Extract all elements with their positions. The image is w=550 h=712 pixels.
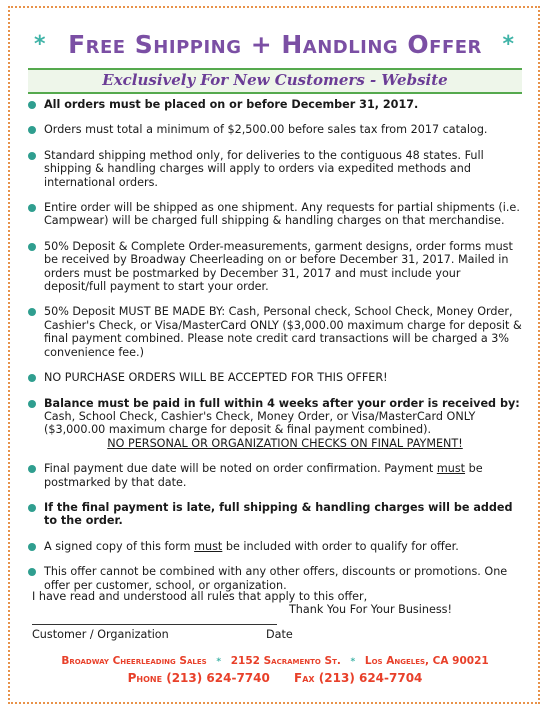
fax-number: Fax (213) 624-7704 — [294, 671, 423, 685]
separator-star-icon: * — [216, 657, 222, 667]
rules-list — [28, 98, 526, 604]
bullet-icon — [28, 204, 36, 212]
rule-item — [28, 201, 526, 228]
subtitle-band — [28, 68, 522, 94]
bullet-icon — [28, 400, 36, 408]
footer-address — [0, 655, 550, 667]
bullet-icon — [28, 152, 36, 160]
star-left-icon: * — [34, 32, 46, 57]
rule-text-underline: NO PERSONAL OR ORGANIZATION CHECKS ON FINAL PAYMENT! — [107, 436, 463, 450]
company-name: Broadway Cheerleading Sales — [61, 655, 207, 667]
rule-item — [28, 98, 526, 111]
rule-item — [28, 540, 526, 553]
phone-number: Phone (213) 624-7740 — [127, 671, 270, 685]
bullet-icon — [28, 465, 36, 473]
rule-text: 50% Deposit MUST BE MADE BY: Cash, Personal check, School Check, Money Order, Cashier's Check, or Visa/MasterCard ONLY ($3,000.00 maximum charge for deposit & final payment combined. Please note credit card transactions will be charged a 3% convenience fee.) — [44, 305, 522, 359]
rule-text: Orders must total a minimum of $2,500.00 before sales tax from 2017 catalog. — [44, 123, 488, 137]
rule-text: be included with order to qualify for offer. — [222, 539, 459, 553]
title-row — [10, 30, 540, 64]
bullet-icon — [28, 543, 36, 551]
street-address: 2152 Sacramento St. — [230, 655, 341, 667]
bullet-icon — [28, 243, 36, 251]
signature-block — [32, 622, 522, 640]
page-title: Free Shipping + Handling Offer — [68, 30, 482, 59]
rule-text: Final payment due date will be noted on order confirmation. Payment — [44, 462, 437, 476]
customer-label: Customer / Organization — [32, 628, 169, 641]
rule-text: be postmarked by that date. — [44, 462, 483, 489]
rule-item — [28, 240, 526, 294]
rule-text: Cash, School Check, Cashier's Check, Money Order, or Visa/MasterCard ONLY ($3,000.00 maximum charge for deposit & final payment combined). — [44, 409, 476, 437]
city-address: Los Angeles, CA 90021 — [364, 655, 489, 667]
bullet-icon — [28, 101, 36, 109]
rule-text-underline: must — [436, 462, 466, 476]
rule-text: This offer cannot be combined with any other offers, discounts or promotions. One offer per customer, school, or organization. — [44, 565, 508, 592]
bullet-icon — [28, 374, 36, 382]
bullet-icon — [28, 308, 36, 316]
separator-star-icon: * — [350, 657, 356, 667]
rule-text: If the final payment is late, full shipping & handling charges will be added to the order. — [44, 500, 513, 528]
bullet-icon — [28, 126, 36, 134]
rule-item — [28, 397, 526, 451]
rule-item — [28, 123, 526, 136]
bullet-icon — [28, 504, 36, 512]
rule-item — [28, 305, 526, 359]
rule-text: A signed copy of this form — [44, 539, 195, 553]
page-subtitle: Exclusively For New Customers - Website — [102, 71, 448, 89]
rule-text: Standard shipping method only, for deliveries to the contiguous 48 states. Full shipping & handling charges will apply to orders via expedited methods and international orders. — [44, 148, 484, 189]
rule-text-underline: must — [194, 539, 223, 553]
acknowledgement — [32, 590, 522, 617]
rule-text-bold: Balance must be paid in full within 4 weeks after your order is received by: — [44, 396, 520, 410]
star-right-icon: * — [502, 32, 514, 57]
rule-item — [28, 565, 526, 592]
bullet-icon — [28, 568, 36, 576]
rule-text: Entire order will be shipped as one shipment. Any requests for partial shipments (i.e. Campwear) will be charged full shipping & handling charges on that merchandise. — [44, 201, 520, 228]
rule-item — [28, 501, 526, 528]
rule-item — [28, 462, 526, 489]
rule-item — [28, 149, 526, 189]
date-label: Date — [266, 628, 293, 641]
rule-text: All orders must be placed on or before December 31, 2017. — [44, 98, 419, 111]
rule-text: 50% Deposit & Complete Order-measurements, garment designs, order forms must be received by Broadway Cheerleading on or before December 31, 2017. Mailed in orders must be postmarked by December 31, 2017 and must include your deposit/full payment to start your order. — [44, 239, 513, 294]
rule-item — [28, 371, 526, 384]
footer-contact — [0, 671, 550, 685]
rule-text: NO PURCHASE ORDERS WILL BE ACCEPTED FOR THIS OFFER! — [44, 371, 388, 385]
signature-line[interactable] — [32, 624, 277, 625]
thanks-text: Thank You For Your Business! — [288, 603, 452, 617]
acknowledgement-statement: I have read and understood all rules that apply to this offer, — [32, 590, 368, 603]
